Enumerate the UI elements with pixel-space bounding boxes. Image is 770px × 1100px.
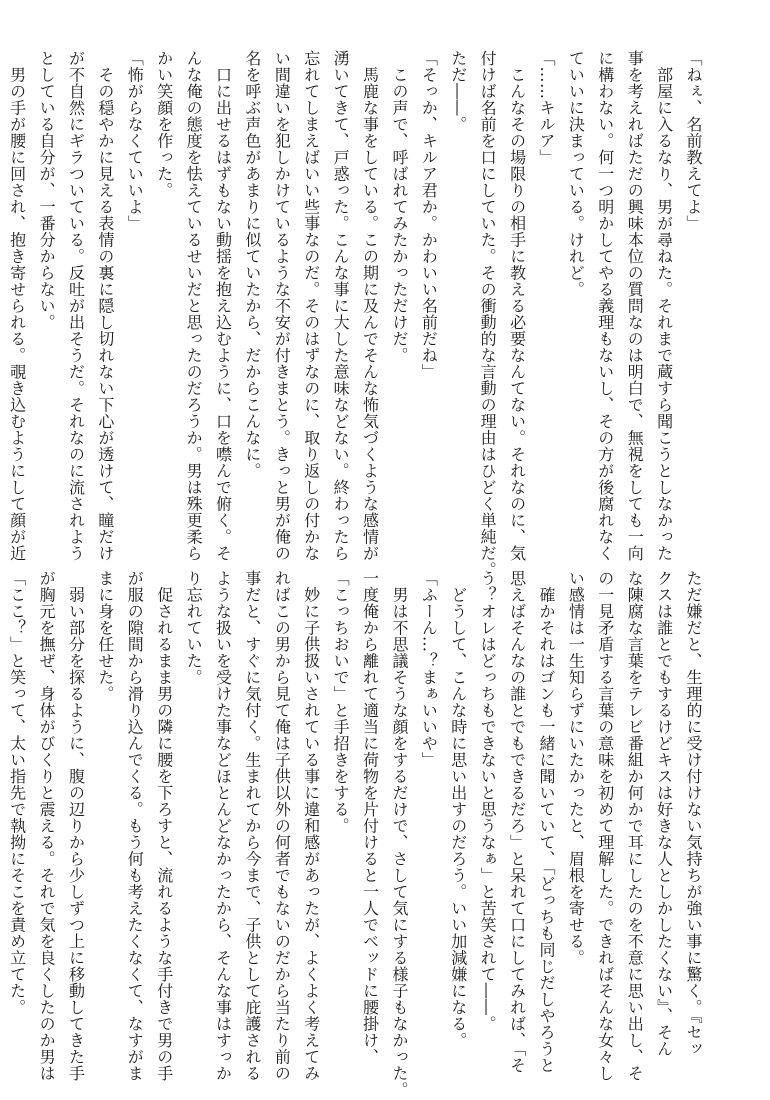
- lower-text-line: クスは誰とでもするけどキスは好きな人としかしたくない』、そん: [654, 570, 674, 1057]
- upper-text-line: 湧いてきて、戸惑った。こんな事に大した意味などない。終わったら: [331, 50, 351, 562]
- upper-text-line: 名を呼ぶ声色があまりに似ていたから、だからこんなに。: [242, 50, 262, 479]
- lower-text-line: 促されるまま男の隣に腰を下ろすと、流れるような手付きで男の手: [154, 570, 174, 1082]
- lower-text-line: ればこの男から見て俺は子供以外の何者でもないのだから当たり前の: [272, 570, 292, 1082]
- lower-text-line: 「ここ？」と笑って、太い指先で執拗にそこを責め立てた。: [7, 570, 27, 1016]
- lower-text-line: 妙に子供扱いされている事に違和感があったが、よくよく考えてみ: [301, 570, 321, 1082]
- upper-text-line: 「そっか、キルア君か。かわいい名前だね」: [419, 50, 439, 380]
- upper-text-line: こんなその場限りの相手に教える必要なんてない。それなのに、気: [507, 50, 527, 562]
- upper-text-line: この声で、呼ばれてみたかっただけだ。: [389, 50, 409, 364]
- lower-text-line: 確かそれはゴンも一緒に聞いていて、「どっちも同じだしやろうと: [536, 570, 556, 1074]
- upper-text-line: 「ねぇ、名前教えてよ」: [684, 50, 703, 232]
- lower-text-line: 男は不思議そうな顔をするだけで、さして気にする様子もなかった。: [389, 570, 409, 1098]
- upper-text-line: い間違いを犯しかけているような不安が付きまとう。きっと男が俺の: [272, 50, 292, 562]
- lower-text-line: 「こっちおいで」と手招きをする。: [331, 570, 351, 834]
- upper-text-line: 付けば名前を口にしていた。その衝動的な言動の理由はひどく単純だ。: [478, 50, 498, 578]
- upper-text-line: 部屋に入るなり、男が尋ねた。それまで蔵すら聞こうとしなかった: [654, 50, 674, 562]
- lower-text-line: う？オレはどっちもできないと思うなぁ」と苦笑されて――。: [478, 570, 498, 1032]
- upper-text-block: [7, 50, 708, 578]
- upper-text-line: 口に出せるはずもない動揺を抱え込むように、口を噤んで俯く。そ: [213, 50, 233, 562]
- lower-text-line: い感情は一生知らずにいたかったと、眉根を寄せる。: [566, 570, 586, 966]
- upper-text-line: かい笑顔を作った。: [154, 50, 174, 199]
- upper-text-line: としている自分が、一番分からない。: [37, 50, 57, 331]
- upper-text-line: [0, 50, 2, 520]
- lower-text-block: [7, 570, 708, 1098]
- upper-text-line: 馬鹿な事をしている。この期に及んでそんな怖気づくような感情が: [360, 50, 380, 562]
- lower-text-line: どうして、こんな時に思い出すのだろう。いい加減嫌になる。: [448, 570, 468, 1049]
- lower-text-line: ような扱いを受けた事などほとんどなかったから、そんな事はすっか: [213, 570, 233, 1082]
- upper-text-line: んな俺の態度を怯えているせいだと思ったのだろうか。男は殊更柔ら: [184, 50, 204, 562]
- lower-text-line: 「ふーん…？まぁいいや」: [419, 570, 439, 768]
- upper-text-line: 事を考えればただの興味本位の質問なのは明白で、無視をしても一向: [625, 50, 645, 562]
- upper-text-line: ただ――。: [448, 50, 468, 133]
- upper-text-line: が不自然にギラついている。反吐が出そうだ。それなのに流されよう: [66, 50, 86, 562]
- upper-text-line: その穏やかに見える表情の裏に隠し切れない下心が透けて、瞳だけ: [95, 50, 115, 562]
- lower-text-line: が胸元を撫ぜ、身体がびくりと震える。それで気を良くしたのか男は: [37, 570, 57, 1082]
- upper-text-line: 「怖がらなくていいよ」: [125, 50, 145, 232]
- upper-text-line: に構わない。何一つ明かしてやる義理もないし、その方が後腐れなく: [595, 50, 615, 562]
- lower-text-line: り忘れていた。: [184, 570, 204, 686]
- lower-text-line: 事だと、すぐに気付く。生まれてから今まで、子供として庇護される: [242, 570, 262, 1082]
- upper-text-line: 忘れてしまえばいい些事なのだ。そのはずなのに、取り返しの付かな: [301, 50, 321, 562]
- upper-text-line: ていいに決まっている。けれど。: [566, 50, 586, 298]
- lower-text-line: ただ嫌だと、生理的に受け付けない気持ちが強い事に驚く。『セッ: [684, 570, 703, 1057]
- lower-text-line: 一度俺から離れて適当に荷物を片付けると一人でベッドに腰掛け、: [360, 570, 380, 1065]
- lower-text-line: が服の隙間から滑り込んでくる。もう何も考えたくなくて、なすがま: [125, 570, 145, 1082]
- upper-text-line: 「……キルア」: [536, 50, 556, 166]
- lower-text-line: 思えばそんなの誰とでもできるだろ」と呆れて口にしてみれば、「そ: [507, 570, 527, 1074]
- lower-text-line: まに身を任せた。: [95, 570, 115, 702]
- lower-text-line: の一見矛盾する言葉の意味を初めて理解した。できればそんな女々し: [595, 570, 615, 1082]
- upper-text-line: 男の手が腰に回され、抱き寄せられる。覗き込むようにして顔が近: [7, 50, 27, 562]
- lower-text-line: な陳腐な言葉をテレビ番組か何かで耳にしたのを不意に思い出し、そ: [625, 570, 645, 1082]
- lower-text-line: 弱い部分を探るように、腹の辺りから少しずつ上に移動してきた手: [66, 570, 86, 1082]
